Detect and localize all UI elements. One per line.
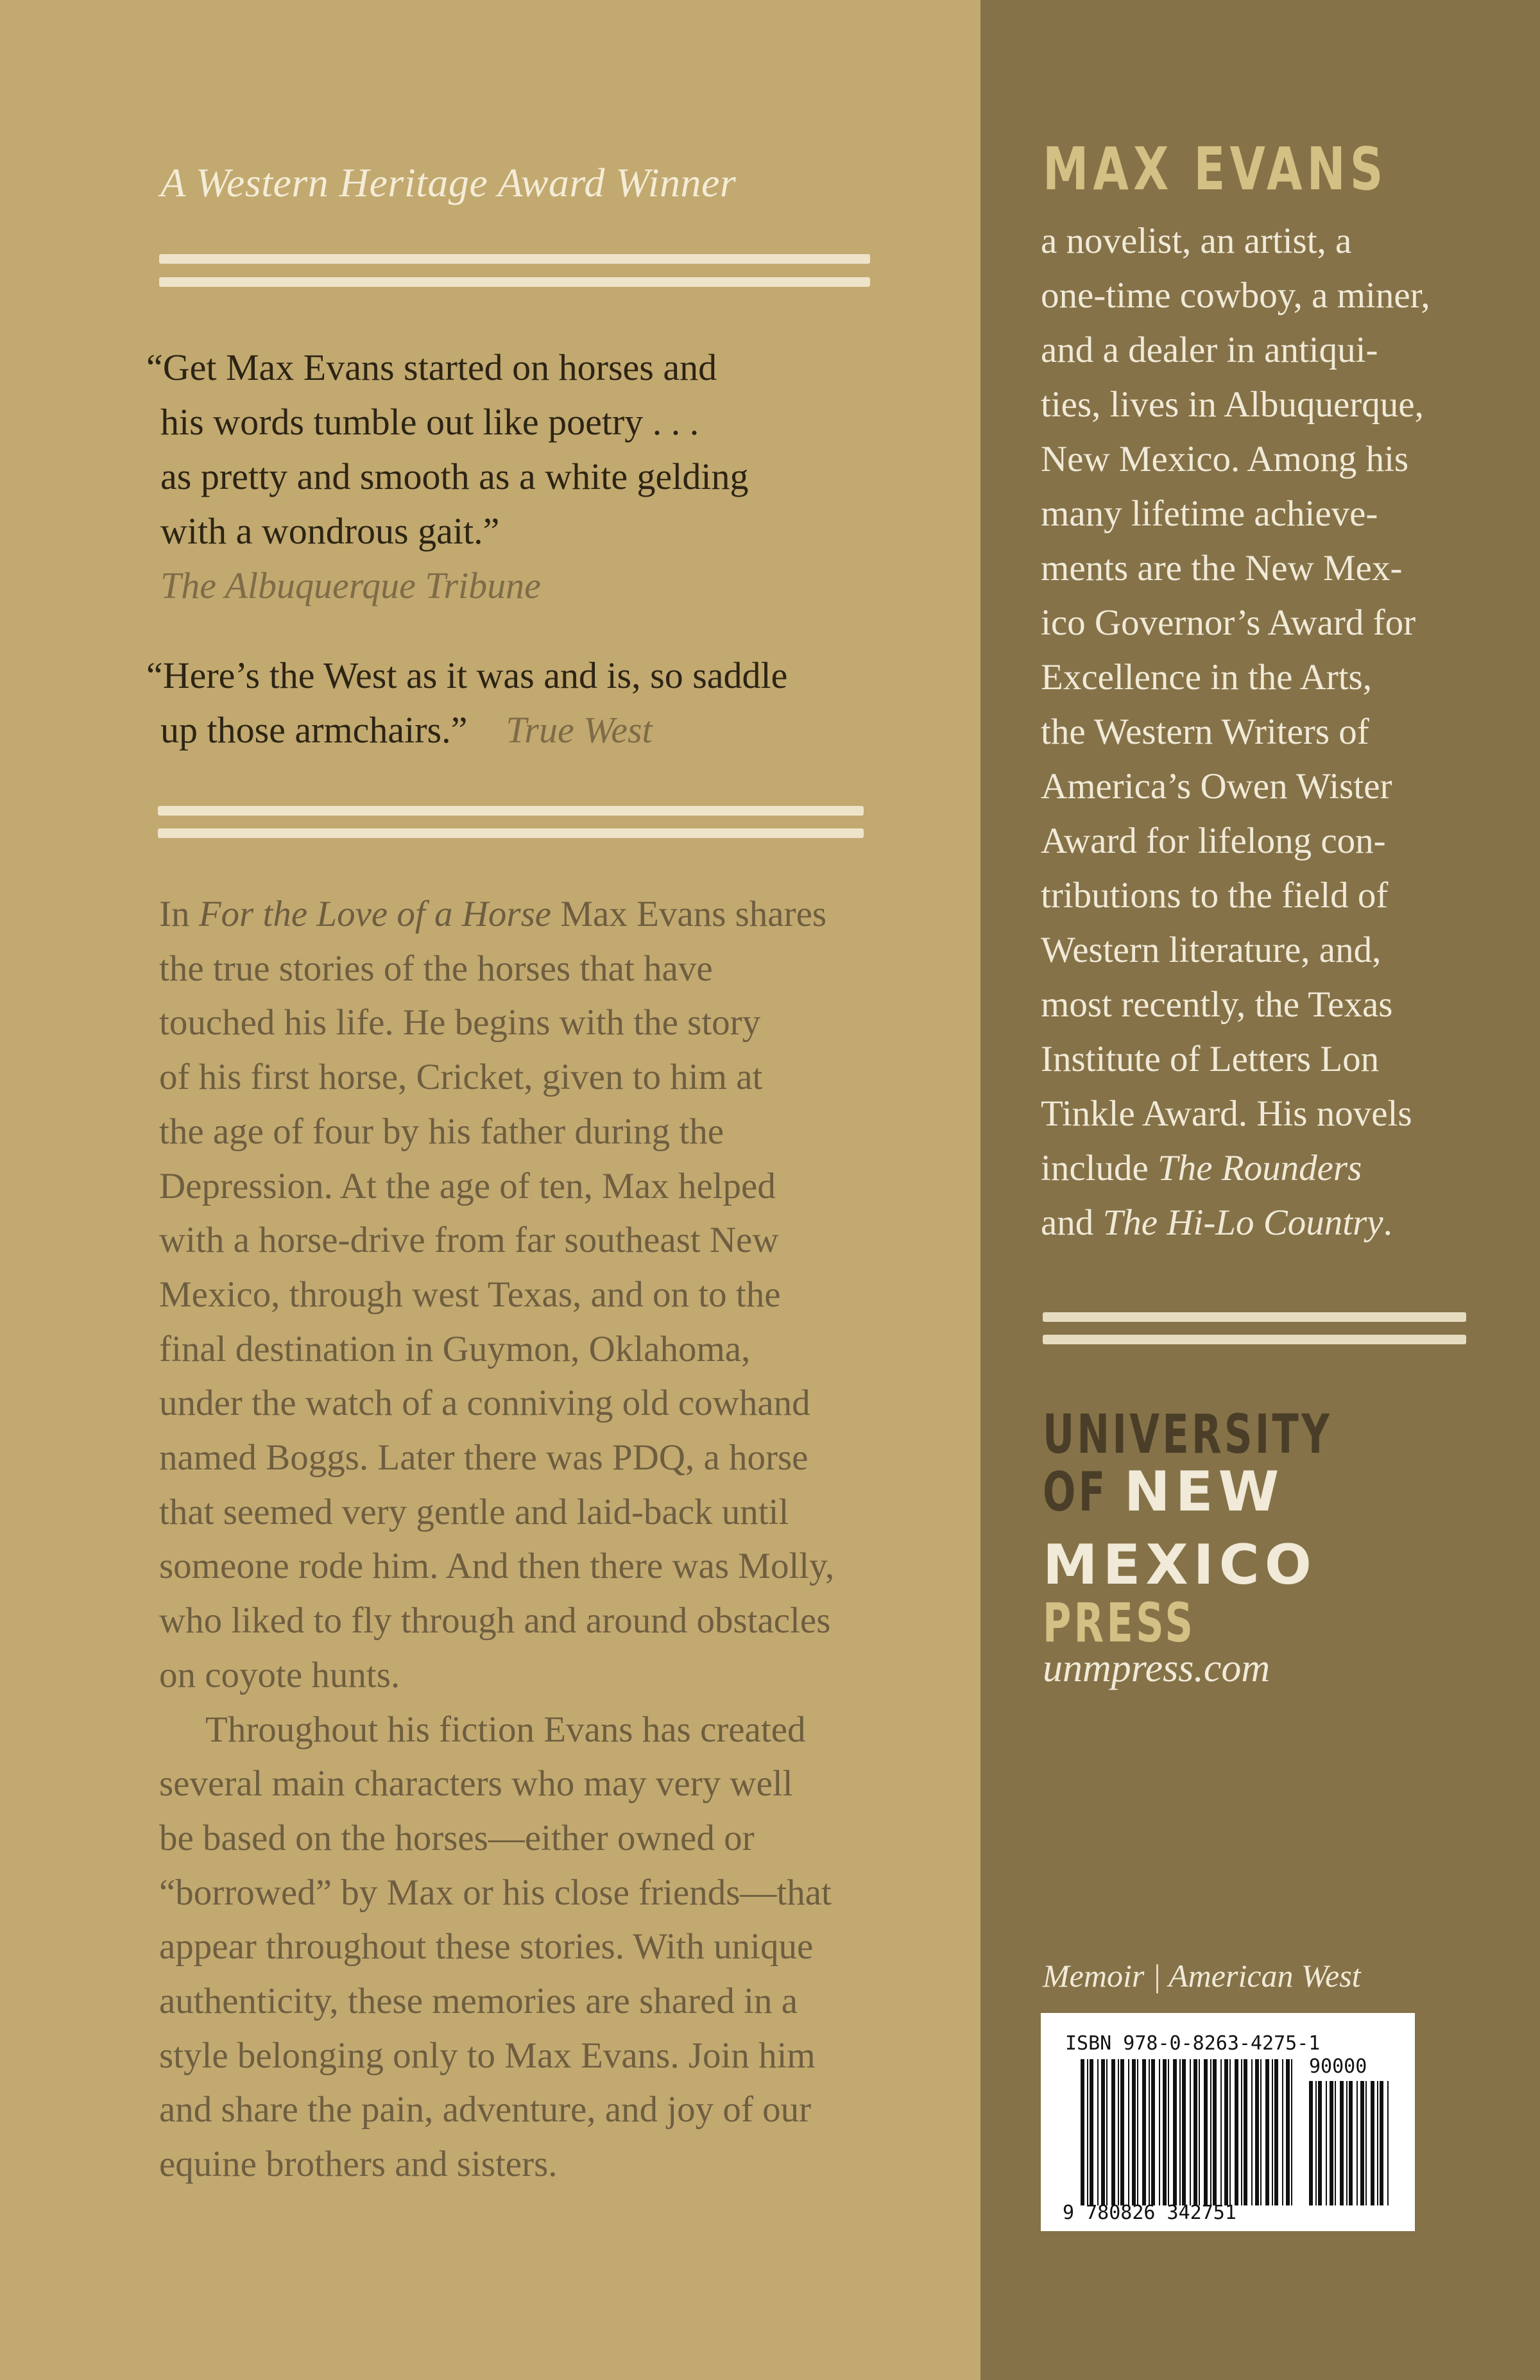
bio-text: and	[1041, 1203, 1103, 1243]
description-line: named Boggs. Later there was PDQ, a horse	[159, 1437, 809, 1478]
description-line: Depression. At the age of ten, Max helped	[159, 1165, 776, 1206]
barcode-bar	[1318, 2081, 1322, 2205]
barcode-bar	[1356, 2081, 1358, 2205]
barcode-bar	[1149, 2059, 1150, 2205]
barcode-bar	[1251, 2059, 1253, 2205]
bio-line: ties, lives in Albuquerque,	[1041, 384, 1424, 425]
bio-text: include	[1041, 1148, 1158, 1188]
author-bio	[1041, 214, 1490, 1250]
barcode-bar	[1090, 2059, 1093, 2205]
barcode-bar	[1349, 2081, 1353, 2205]
divider-rule	[159, 254, 870, 264]
barcode-bar	[1265, 2059, 1269, 2205]
quote-line: his words tumble out like poetry . . .	[160, 401, 699, 443]
description-paragraph-2	[159, 1703, 945, 2192]
description-text: In	[159, 894, 199, 934]
barcode-bar	[1260, 2059, 1262, 2205]
bio-line: many lifetime achieve-	[1041, 493, 1378, 534]
description-line: and share the pain, adventure, and joy of our	[159, 2089, 812, 2130]
barcode-bar	[1371, 2081, 1374, 2205]
barcode-bar	[1120, 2059, 1124, 2205]
barcode-bar	[1380, 2081, 1383, 2205]
bio-line: the Western Writers of	[1041, 712, 1369, 752]
barcode-bar	[1081, 2059, 1084, 2205]
barcode-bar	[1199, 2059, 1200, 2205]
barcode-bar	[1101, 2059, 1105, 2205]
barcode-bar	[1190, 2059, 1191, 2205]
review-quote-true-west	[146, 648, 948, 757]
bio-line: Award for lifelong con-	[1041, 821, 1386, 861]
barcode-bar	[1326, 2081, 1327, 2205]
barcode-bar	[1111, 2059, 1115, 2205]
barcode-bar	[1179, 2059, 1181, 2205]
description-line: style belonging only to Max Evans. Join him	[159, 2035, 816, 2076]
price-code: 90000	[1309, 2055, 1367, 2078]
description-paragraph-1	[159, 887, 945, 1703]
barcode-bar	[1106, 2059, 1108, 2205]
award-heading: A Western Heritage Award Winner	[160, 160, 737, 205]
logo-word-of: OF	[1043, 1460, 1108, 1523]
bio-line: America’s Owen Wister	[1041, 766, 1392, 807]
barcode-bar	[1132, 2059, 1136, 2205]
barcode-bar	[1168, 2059, 1169, 2205]
barcode-bar	[1235, 2059, 1238, 2205]
description-line: Mexico, through west Texas, and on to the	[159, 1274, 781, 1315]
bio-line: Western literature, and,	[1041, 930, 1382, 970]
divider-rule	[158, 828, 864, 838]
logo-word-new: NEW	[1124, 1460, 1285, 1524]
novel-title: The Hi-Lo Country	[1102, 1203, 1383, 1243]
barcode-bar	[1118, 2059, 1119, 2205]
logo-word-mexico: MEXICO	[1043, 1533, 1317, 1597]
divider-rule	[158, 806, 864, 816]
barcode-bar	[1360, 2081, 1364, 2205]
barcode-bar	[1163, 2059, 1167, 2205]
description-line: be based on the horses—either owned or	[159, 1817, 755, 1858]
bio-line: Excellence in the Arts,	[1041, 657, 1372, 698]
description-line: equine brothers and sisters.	[159, 2144, 558, 2185]
novel-title: The Rounders	[1158, 1148, 1362, 1188]
barcode-bar	[1377, 2081, 1378, 2205]
quote-line: “Here’s the West as it was and is, so saddle	[146, 655, 788, 696]
description-line: final destination in Guymon, Oklahoma,	[159, 1328, 751, 1369]
quote-source: The Albuquerque Tribune	[160, 565, 541, 606]
bio-line: most recently, the Texas	[1041, 984, 1393, 1025]
barcode-bar	[1309, 2081, 1313, 2205]
barcode-bar	[1286, 2059, 1290, 2205]
barcode-bar	[1282, 2059, 1283, 2205]
description-line: on coyote hunts.	[159, 1654, 400, 1695]
barcode-bar	[1335, 2081, 1336, 2205]
barcode-bar	[1346, 2081, 1348, 2205]
description-line: who liked to fly through and around obstacles	[159, 1600, 831, 1641]
bio-line: one-time cowboy, a miner,	[1041, 275, 1430, 316]
divider-rule	[159, 277, 870, 287]
barcode-bar	[1315, 2081, 1317, 2205]
description-line: several main characters who may very well	[159, 1763, 793, 1804]
genre-category: Memoir | American West	[1043, 1958, 1361, 1994]
description-line: authenticity, these memories are shared in a	[159, 1981, 798, 2022]
barcode-bar	[1210, 2059, 1211, 2205]
bio-line: a novelist, an artist, a	[1041, 221, 1352, 261]
quote-line: as pretty and smooth as a white gelding	[160, 456, 749, 497]
barcode-bar	[1097, 2059, 1099, 2205]
divider-rule	[1043, 1335, 1466, 1344]
barcode-bar	[1272, 2059, 1273, 2205]
quote-source: True West	[506, 709, 653, 751]
description-text: Max Evans shares	[551, 894, 827, 934]
logo-word-press: PRESS	[1043, 1591, 1196, 1654]
divider-rule	[1043, 1312, 1466, 1322]
bio-line: ments are the New Mex-	[1041, 548, 1403, 588]
description-line: the true stories of the horses that have	[159, 948, 713, 989]
barcode-bar	[1213, 2059, 1217, 2205]
book-description	[159, 887, 945, 2192]
publisher-logo	[1043, 1405, 1445, 1652]
barcode-bar	[1241, 2059, 1242, 2205]
description-line: of his first horse, Cricket, given to him at	[159, 1057, 763, 1098]
barcode-bar	[1274, 2059, 1278, 2205]
barcode-bar	[1340, 2081, 1344, 2205]
barcode-bar	[1087, 2059, 1088, 2205]
author-name-heading: MAX EVANS	[1043, 135, 1388, 203]
barcode-bar	[1128, 2059, 1129, 2205]
bio-line: tributions to the field of	[1041, 875, 1389, 916]
description-line: that seemed very gentle and laid-back until	[159, 1491, 789, 1532]
quote-line: with a wondrous gait.”	[160, 510, 500, 552]
barcode-bar	[1142, 2059, 1146, 2205]
barcode-bar	[1137, 2059, 1138, 2205]
barcode-bar	[1204, 2059, 1208, 2205]
description-line: the age of four by his father during the	[159, 1111, 724, 1152]
review-quote-albuquerque	[146, 340, 884, 613]
barcode-bar	[1194, 2059, 1197, 2205]
logo-line-university: UNIVERSITY	[1043, 1403, 1333, 1466]
isbn-number: ISBN 978-0-8263-4275-1	[1065, 2032, 1321, 2055]
barcode-bar	[1220, 2059, 1222, 2205]
barcode-bar	[1255, 2059, 1259, 2205]
barcode-bar	[1224, 2059, 1228, 2205]
description-line: appear throughout these stories. With unique	[159, 1926, 814, 1967]
barcode-bar	[1365, 2081, 1367, 2205]
barcode-bar	[1291, 2059, 1292, 2205]
barcode-bar	[1387, 2081, 1389, 2205]
barcode-bar	[1173, 2059, 1177, 2205]
barcode-bar	[1151, 2059, 1155, 2205]
description-line: Throughout his fiction Evans has created	[205, 1709, 806, 1750]
quote-line: up those armchairs.”	[160, 709, 468, 751]
bio-line: New Mexico. Among his	[1041, 439, 1409, 479]
description-line: touched his life. He begins with the story	[159, 1002, 761, 1043]
quote-line: “Get Max Evans started on horses and	[146, 347, 717, 388]
bio-line: ico Governor’s Award for	[1041, 603, 1416, 643]
description-line: under the watch of a conniving old cowhand	[159, 1383, 810, 1424]
description-line: “borrowed” by Max or his close friends—that	[159, 1872, 832, 1913]
bio-line: Tinkle Award. His novels	[1041, 1093, 1412, 1134]
description-line: someone rode him. And then there was Molly,	[159, 1546, 835, 1587]
barcode-bar	[1330, 2081, 1333, 2205]
isbn-barcode	[1041, 2013, 1415, 2231]
barcode-digits: 9 780826 342751	[1063, 2202, 1236, 2224]
barcode-bar	[1229, 2059, 1231, 2205]
publisher-website: unmpress.com	[1043, 1647, 1270, 1690]
barcode-bar	[1159, 2059, 1160, 2205]
bio-text: .	[1383, 1203, 1392, 1243]
book-title: For the Love of a Horse	[198, 894, 552, 934]
bio-line: and a dealer in antiqui-	[1041, 330, 1378, 370]
bio-line: Institute of Letters Lon	[1041, 1039, 1380, 1079]
barcode-bar	[1182, 2059, 1186, 2205]
description-line: with a horse-drive from far southeast New	[159, 1220, 779, 1261]
barcode-bar	[1244, 2059, 1247, 2205]
